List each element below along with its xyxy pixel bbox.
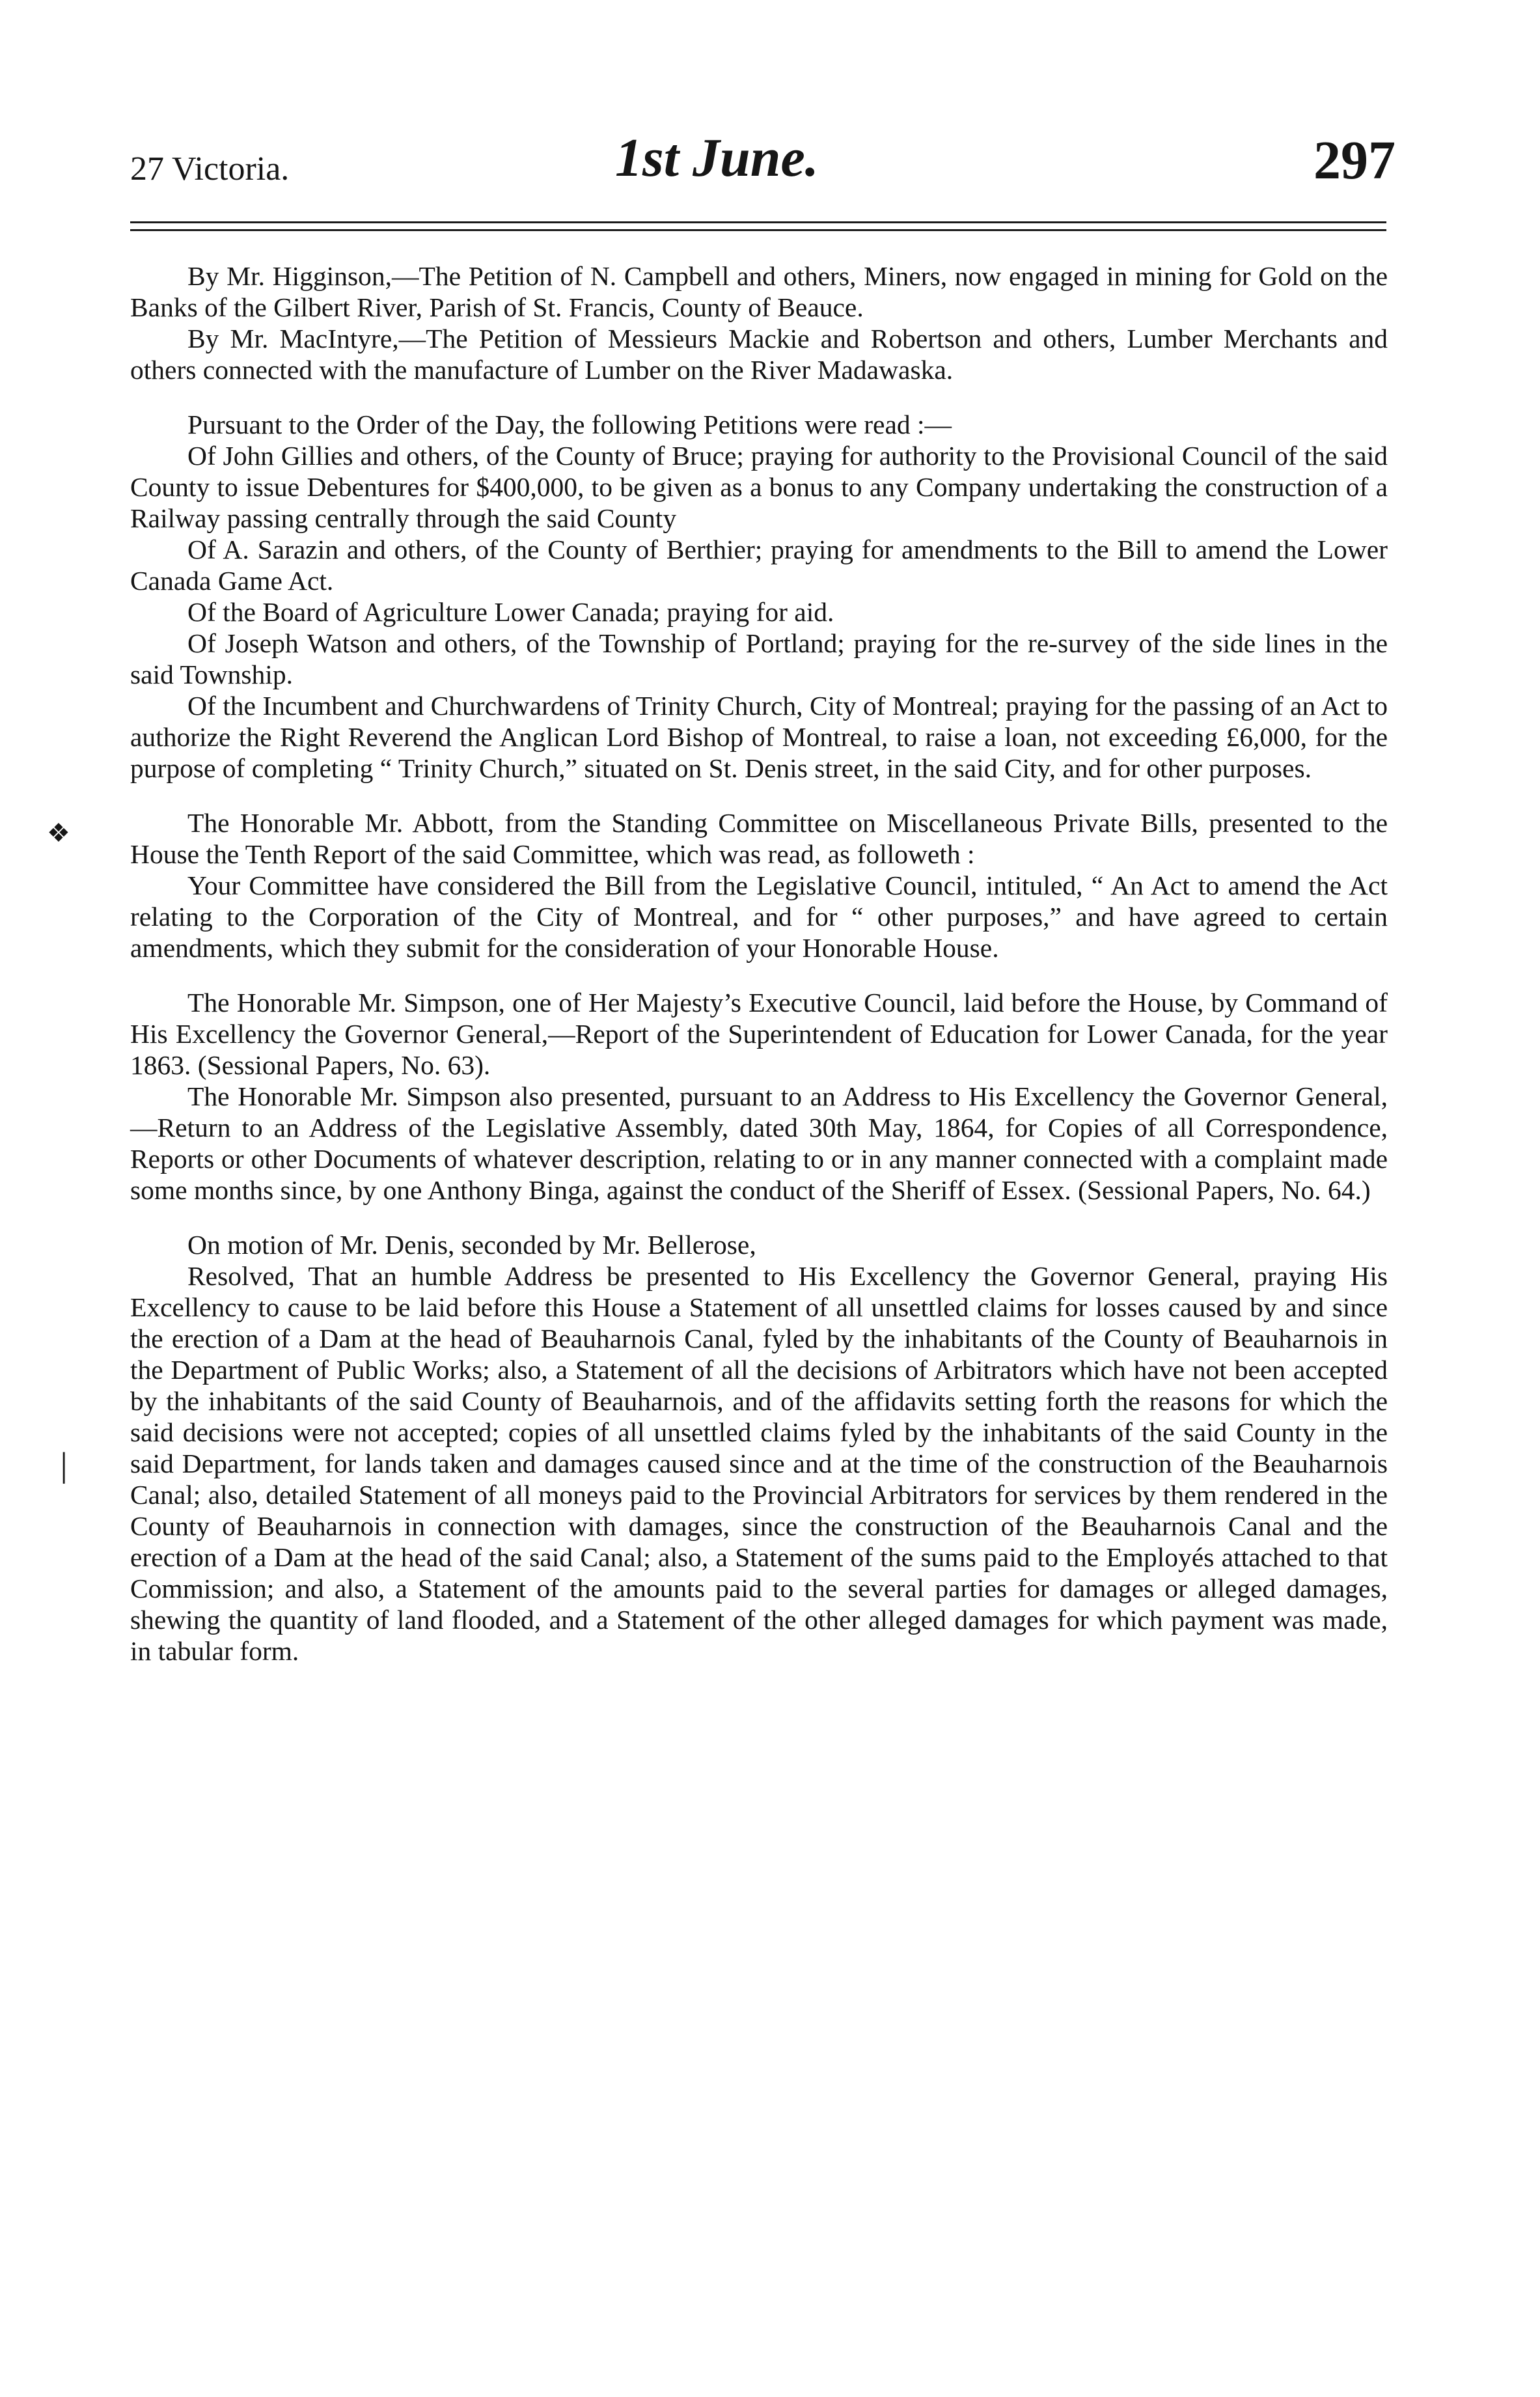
header-rule-top xyxy=(130,221,1386,223)
page-number: 297 xyxy=(1313,130,1396,191)
paragraph-committee-report: Your Committee have considered the Bill from the Legislative Council, intituled, “ An Act to amend the Act relating to the Corporation of the City of Montreal, and for “ other purposes,” and have agreed to certain amendments, which they submit for the consideration of your Honorable House. xyxy=(130,870,1388,963)
page-body xyxy=(130,260,1388,1667)
paragraph-petition-higginson: By Mr. Higginson,—The Petition of N. Campbell and others, Miners, now engaged in mining for Gold on the Banks of the Gilbert River, Parish of St. Francis, County of Beauce. xyxy=(130,261,1388,322)
margin-mark: │ xyxy=(55,1452,74,1482)
header-rule-bottom xyxy=(130,229,1386,231)
paragraph-simpson-return: The Honorable Mr. Simpson also presented, pursuant to an Address to His Excellency the Governor General,—Return to an Address of the Legislative Assembly, dated 30th May, 1864, for Copies of all Correspondence, Reports or other Documents of whatever description, relating to or in any manner connected with a complaint made some months since, by one Anthony Binga, against the conduct of the Sheriff of Essex. (Sessional Papers, No. 64.) xyxy=(130,1081,1388,1205)
paragraph-petition-gillies: Of John Gillies and others, of the County of Bruce; praying for authority to the Provisional Council of the said County to issue Debentures for $400,000, to be given as a bonus to any Company undertaking the construction of a Railway passing centrally through the said County xyxy=(130,441,1388,533)
paragraph-order-of-day: Pursuant to the Order of the Day, the following Petitions were read :— xyxy=(187,409,952,439)
paragraph-petition-trinity: Of the Incumbent and Churchwardens of Trinity Church, City of Montreal; praying for the passing of an Act to authorize the Right Reverend the Anglican Lord Bishop of Montreal, to raise a loan, not exceeding £6,000, for the purpose of completing “ Trinity Church,” situated on St. Denis street, in the said City, and for other purposes. xyxy=(130,691,1388,783)
paragraph-resolved: Resolved, That an humble Address be presented to His Excellency the Governor General, praying His Excellency to cause to be laid before this House a Statement of all unsettled claims for losses caused by and since the erection of a Dam at the head of Beauharnois Canal, fyled by the inhabitants of the County of Beauharnois in the Department of Public Works; also, a Statement of all the decisions of Arbitrators which have not been accepted by the inhabitants of the said County of Beauharnois, and of the affidavits setting forth the reasons for which the said decisions were not accepted; copies of all unsettled claims fyled by the inhabitants of the said County in the said Department, for lands taken and damages caused since and at the time of the construction of the Beauharnois Canal; also, detailed Statement of all moneys paid to the Provincial Arbitrators for services by them rendered in the County of Beauharnois in connection with damages, since the construction of the Beauharnois Canal and the erection of a Dam at the head of the said Canal; also, a Statement of the sums paid to the Employés attached to that Commission; and also, a Statement of the amounts paid to the several parties for damages or alleged damages, shewing the quantity of land flooded, and a Statement of the other alleged damages for which payment was made, in tabular form. xyxy=(130,1261,1388,1666)
paragraph-petition-agriculture: Of the Board of Agriculture Lower Canada; praying for aid. xyxy=(187,597,834,627)
paragraph-simpson-education: The Honorable Mr. Simpson, one of Her Majesty’s Executive Council, laid before the House, by Command of His Excellency the Governor General,—Report of the Superintendent of Education for Lower Canada, for the year 1863. (Sessional Papers, No. 63). xyxy=(130,988,1388,1080)
page-date: 1st June. xyxy=(615,128,819,188)
paragraph-petition-macintyre: By Mr. MacIntyre,—The Petition of Messieurs Mackie and Robertson and others, Lumber Merchants and others connected with the manufacture of Lumber on the River Madawaska. xyxy=(130,324,1388,385)
paragraph-abbott-report: The Honorable Mr. Abbott, from the Standing Committee on Miscellaneous Private Bills, presented to the House the Tenth Report of the said Committee, which was read, as followeth : xyxy=(130,808,1388,869)
regnal-year: 27 Victoria. xyxy=(130,150,290,187)
paragraph-petition-watson: Of Joseph Watson and others, of the Township of Portland; praying for the re-survey of the side lines in the said Township. xyxy=(130,628,1388,689)
margin-mark: ❖ xyxy=(47,818,70,848)
paragraph-petition-sarazin: Of A. Sarazin and others, of the County of Berthier; praying for amendments to the Bill to amend the Lower Canada Game Act. xyxy=(130,534,1388,596)
running-header xyxy=(124,124,1399,195)
paragraph-motion-denis: On motion of Mr. Denis, seconded by Mr. Bellerose, xyxy=(187,1230,756,1260)
